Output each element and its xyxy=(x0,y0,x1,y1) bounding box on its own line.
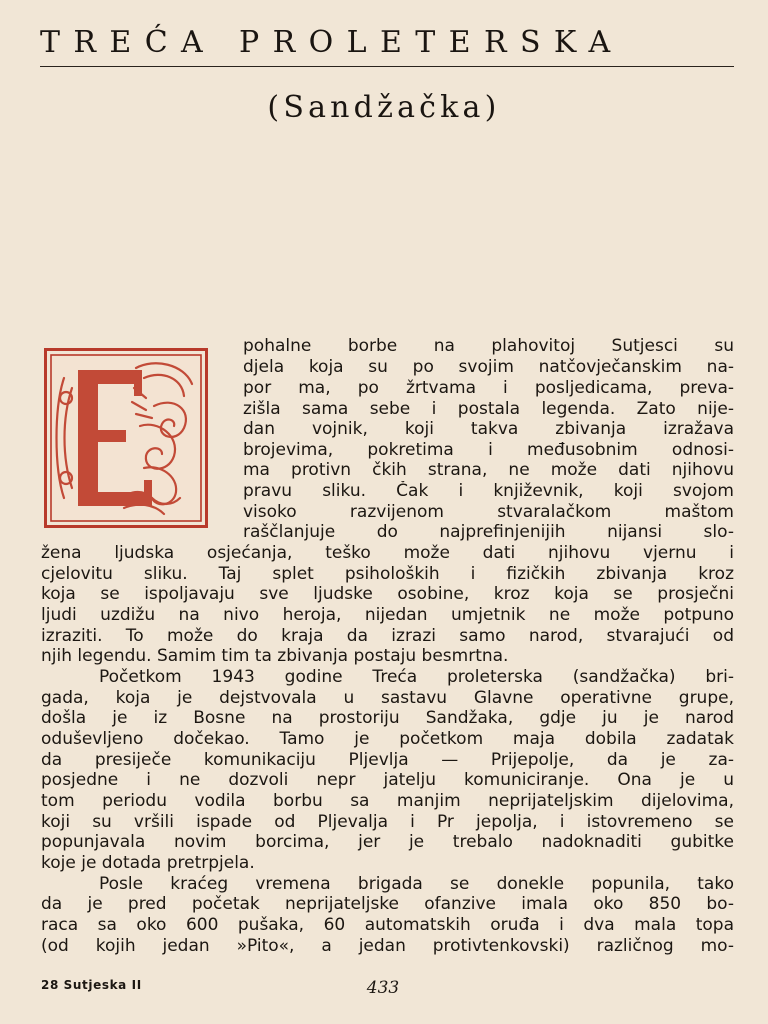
body-line: popunjavala novim borcima, jer je trebalo nadoknaditi gubitke xyxy=(41,832,734,852)
body-line: koje je dotada pretrpjela. xyxy=(41,853,255,873)
body-line: Početkom 1943 godine Treća proleterska (sandžačka) bri- xyxy=(99,667,734,687)
body-line: (od kojih jedan »Pito«, a jedan protivtenkovski) različnog mo- xyxy=(41,936,734,956)
body-line: došla je iz Bosne na prostoriju Sandžaka, gdje ju je narod xyxy=(41,708,734,728)
page-subtitle: (Sandžačka) xyxy=(267,90,501,125)
body-line: da presiječe komunikaciju Pljevlja — Prijepolje, da je za- xyxy=(41,750,734,770)
body-line: pohalne borbe na plahovitoj Sutjesci su xyxy=(243,336,734,356)
body-line: pravu sliku. Čak i književnik, koji svojom xyxy=(243,481,734,501)
body-line: raščlanjuje do najprefinjenijih nijansi slo- xyxy=(243,522,734,542)
body-line: oduševljeno dočekao. Tamo je početkom maja dobila zadatak xyxy=(41,729,734,749)
title-underline xyxy=(40,66,734,67)
body-line: raca sa oko 600 pušaka, 60 automatskih oruđa i dva mala topa xyxy=(41,915,734,935)
body-line: ljudi uzdižu na nivo heroja, nijedan umjetnik ne može potpuno xyxy=(41,605,734,625)
body-line: djela koja su po svojim natčovječanskim na- xyxy=(243,357,734,377)
page-number xyxy=(0,978,768,998)
page-number-text: 433 xyxy=(366,978,400,998)
body-line: da je pred početak neprijateljske ofanzive imala oko 850 bo- xyxy=(41,894,734,914)
page-title: TREĆA PROLETERSKA xyxy=(40,25,624,60)
body-line: tom periodu vodila borbu sa manjim neprijateljskim dijelovima, xyxy=(41,791,734,811)
body-line: koja se ispoljavaju sve ljudske osobine, kroz koja se prosječni xyxy=(41,584,734,604)
body-line: ma protivn čkih strana, ne može dati njihovu xyxy=(243,460,734,480)
body-line: gada, koja je dejstvovala u sastavu Glavne operativne grupe, xyxy=(41,688,734,708)
body-line: cjelovitu sliku. Taj splet psiholoških i fizičkih zbivanja kroz xyxy=(41,564,734,584)
body-line: visoko razvijenom stvaralačkom maštom xyxy=(243,502,734,522)
body-line: dan vojnik, koji takva zbivanja izražava xyxy=(243,419,734,439)
decorated-initial-e xyxy=(44,348,208,528)
body-line: posjedne i ne dozvoli nepr jatelju komuniciranje. Ona je u xyxy=(41,770,734,790)
body-line: njih legendu. Samim tim ta zbivanja postaju besmrtna. xyxy=(41,646,509,666)
body-line: zišla sama sebe i postala legenda. Zato nije- xyxy=(243,399,734,419)
body-line: por ma, po žrtvama i posljedicama, preva- xyxy=(243,378,734,398)
signature-mark: 28 Sutjeska II xyxy=(41,978,142,992)
body-line: žena ljudska osjećanja, teško može dati njihovu vjernu i xyxy=(41,543,734,563)
body-line: Posle kraćeg vremena brigada se donekle popunila, tako xyxy=(99,874,734,894)
body-line: izraziti. To može do kraja da izrazi samo narod, stvarajući od xyxy=(41,626,734,646)
body-line: brojevima, pokretima i međusobnim odnosi- xyxy=(243,440,734,460)
body-line: koji su vršili ispade od Pljevalja i Pr jepolja, i istovremeno se xyxy=(41,812,734,832)
